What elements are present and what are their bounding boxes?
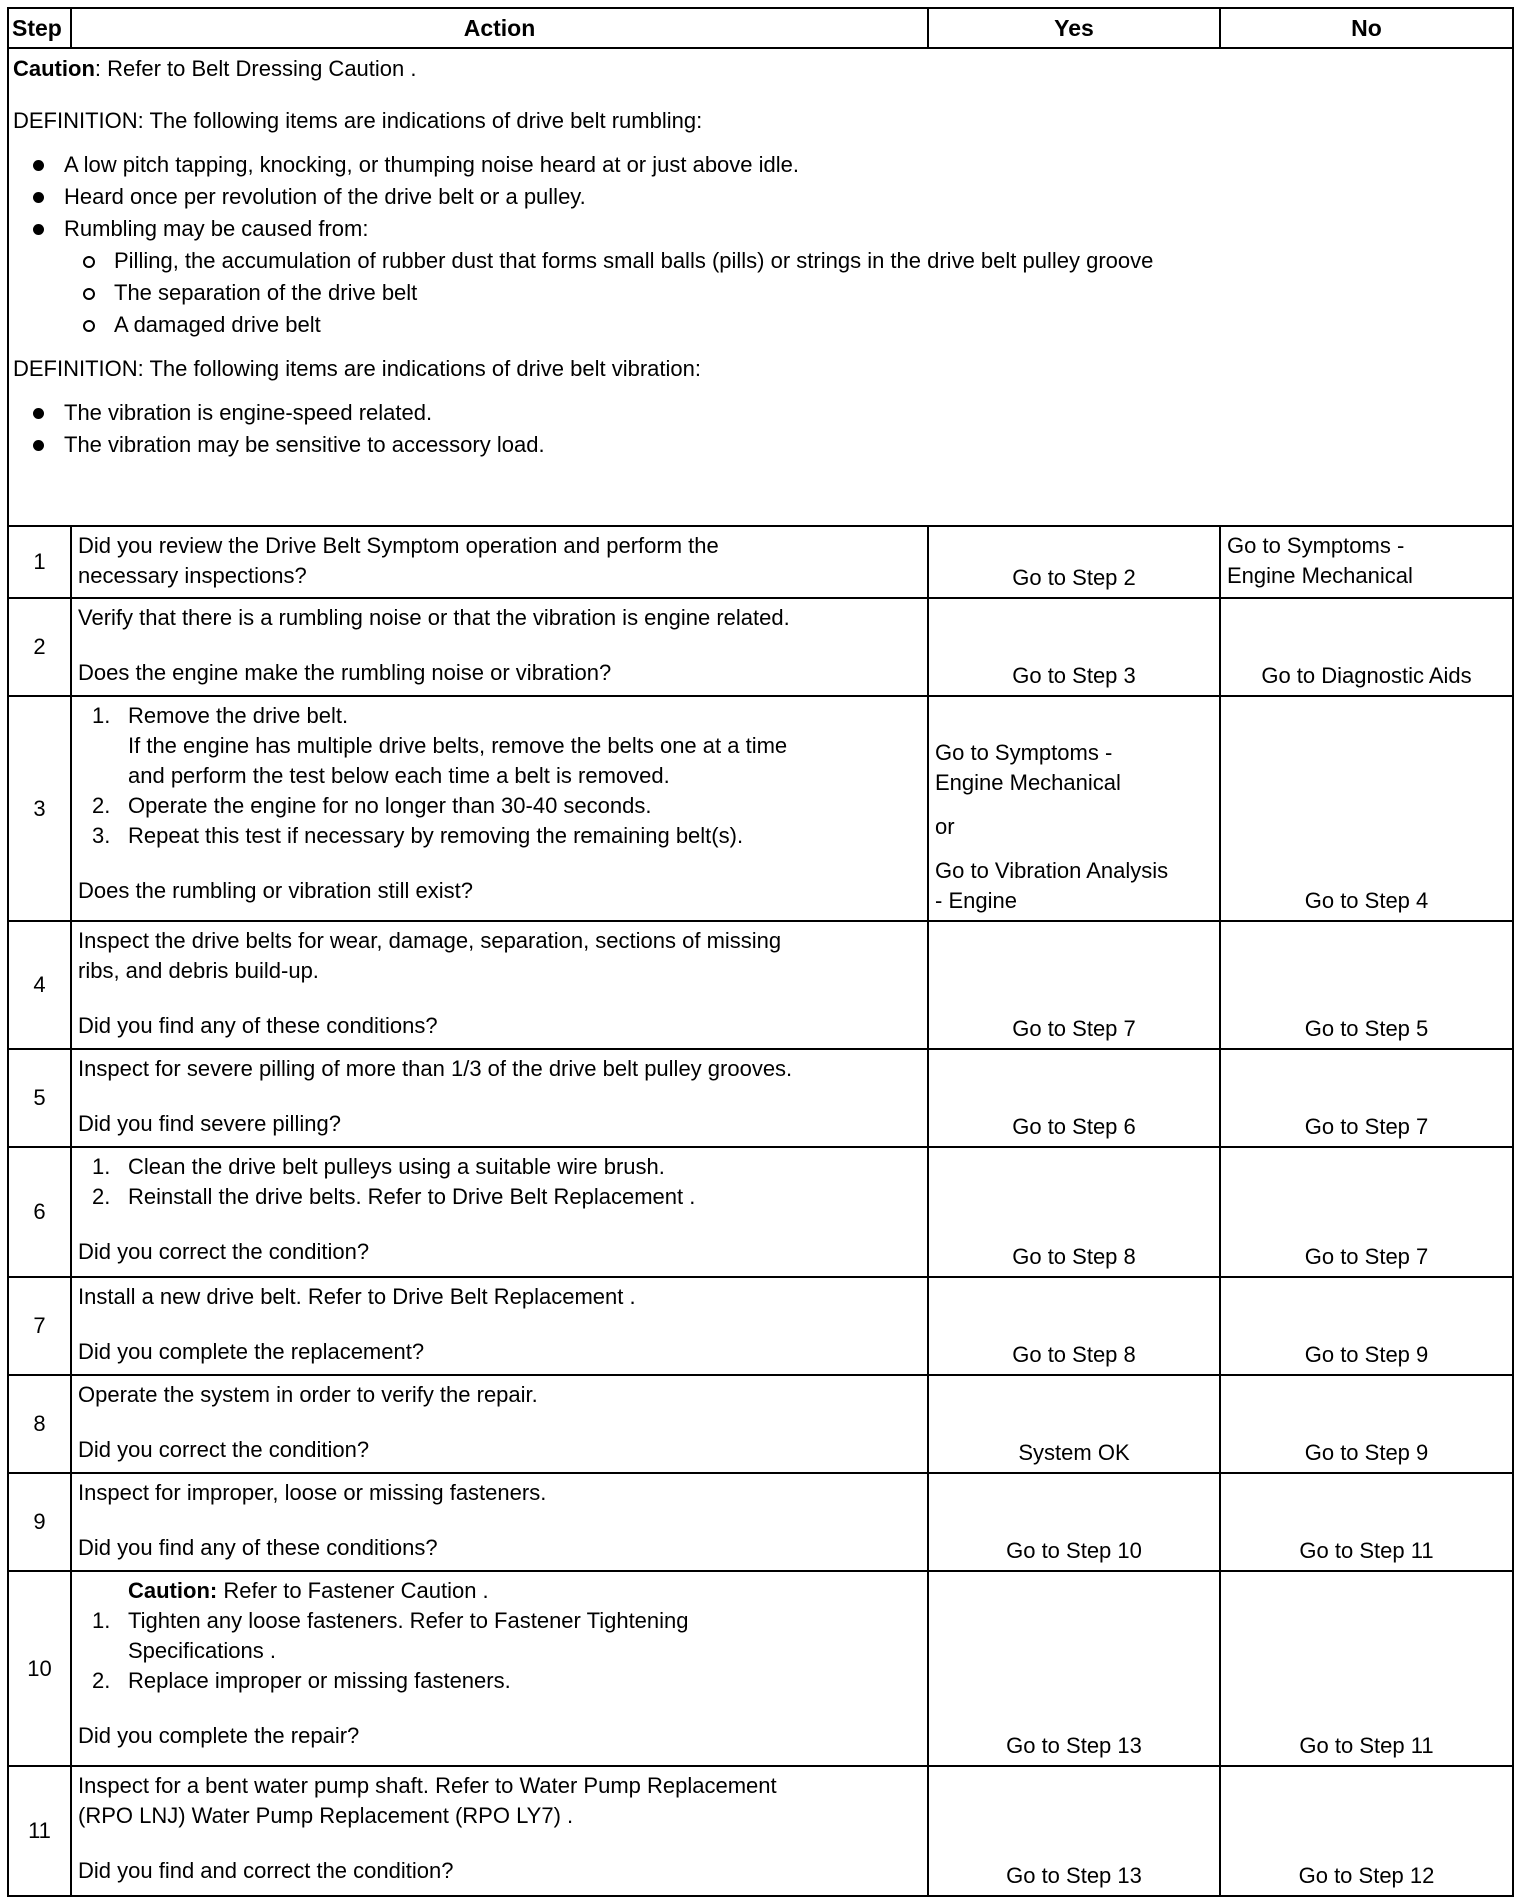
table-row: [8, 1049, 1513, 1147]
step-number: 2: [8, 598, 71, 696]
table-row: [8, 1277, 1513, 1375]
list-item: Pilling, the accumulation of rubber dust that forms small balls (pills) or strings in the drive belt pulley groove: [13, 245, 1508, 277]
no-cell: Go to Step 11: [1220, 1473, 1513, 1571]
list-item: The vibration may be sensitive to accessory load.: [13, 429, 1508, 461]
no-cell: Go to Step 11: [1220, 1571, 1513, 1766]
no-cell: Go to Step 7: [1220, 1049, 1513, 1147]
step-number: 5: [8, 1049, 71, 1147]
caution-label: Caution: [13, 56, 95, 81]
yes-cell: Go to Step 3: [928, 598, 1220, 696]
yes-cell: Go to Step 6: [928, 1049, 1220, 1147]
action-cell: Inspect the drive belts for wear, damage, separation, sections of missing ribs, and debris build-up. Did you find any of these conditions?: [71, 921, 928, 1049]
header-action: Action: [71, 8, 928, 48]
no-cell: Go to Step 9: [1220, 1277, 1513, 1375]
header-yes: Yes: [928, 8, 1220, 48]
action-cell: Inspect for improper, loose or missing fasteners. Did you find any of these conditions?: [71, 1473, 928, 1571]
circle-bullet-icon: [83, 288, 95, 300]
list-item: A damaged drive belt: [13, 309, 1508, 341]
diagnostic-table: [7, 7, 1514, 1897]
table-row: [8, 526, 1513, 598]
causes-list: [13, 245, 1508, 341]
list-item: A low pitch tapping, knocking, or thumping noise heard at or just above idle.: [13, 149, 1508, 181]
step-number: 9: [8, 1473, 71, 1571]
circle-bullet-icon: [83, 320, 95, 332]
action-cell: Verify that there is a rumbling noise or that the vibration is engine related. Does the engine make the rumbling noise or vibration?: [71, 598, 928, 696]
definition-rumbling: DEFINITION: The following items are indications of drive belt rumbling:: [13, 108, 703, 133]
action-cell: Inspect for severe pilling of more than 1/3 of the drive belt pulley grooves. Did you find severe pilling?: [71, 1049, 928, 1147]
no-cell: Go to Step 4: [1220, 696, 1513, 921]
yes-cell: Go to Step 2: [928, 526, 1220, 598]
intro-row: [8, 48, 1513, 526]
header-no: No: [1220, 8, 1513, 48]
table-row: [8, 1473, 1513, 1571]
action-cell: Install a new drive belt. Refer to Drive Belt Replacement . Did you complete the replacement?: [71, 1277, 928, 1375]
no-cell: Go to Step 7: [1220, 1147, 1513, 1277]
intro-cell: [8, 48, 1513, 526]
step-number: 11: [8, 1766, 71, 1896]
table-row: [8, 1375, 1513, 1473]
step-number: 8: [8, 1375, 71, 1473]
action-cell: Inspect for a bent water pump shaft. Refer to Water Pump Replacement (RPO LNJ) Water Pump Replacement (RPO LY7) . Did you find and correct the condition?: [71, 1766, 928, 1896]
header-step: Step: [8, 8, 71, 48]
step-number: 10: [8, 1571, 71, 1766]
step-number: 7: [8, 1277, 71, 1375]
action-cell: 1. Remove the drive belt. If the engine has multiple drive belts, remove the belts one at a time and perform the test below each time a belt is removed. 2. Operate the engine for no longer than 30-40 seconds. 3. Repeat this test if necessary by removing the remaining belt(s). Does the rumbling or vibration still exist?: [71, 696, 928, 921]
vibration-list: [13, 397, 1508, 461]
caution-line: [13, 55, 1508, 83]
table-row: [8, 1766, 1513, 1896]
list-item: The vibration is engine-speed related.: [13, 397, 1508, 429]
step-number: 1: [8, 526, 71, 598]
bullet-icon: [33, 408, 44, 419]
bullet-icon: [33, 160, 44, 171]
bullet-icon: [33, 224, 44, 235]
step-number: 3: [8, 696, 71, 921]
action-cell: Did you review the Drive Belt Symptom operation and perform the necessary inspections?: [71, 526, 928, 598]
definition-vibration: DEFINITION: The following items are indications of drive belt vibration:: [13, 356, 701, 381]
yes-cell: Go to Step 7: [928, 921, 1220, 1049]
list-item: The separation of the drive belt: [13, 277, 1508, 309]
yes-cell: Go to Step 10: [928, 1473, 1220, 1571]
caution-text: : Refer to Belt Dressing Caution .: [94, 56, 417, 81]
yes-cell: Go to Step 8: [928, 1277, 1220, 1375]
action-cell: Caution: Refer to Fastener Caution . 1. Tighten any loose fasteners. Refer to Fastener Tightening Specifications . 2. Replace improper or missing fasteners. Did you complete the repair?: [71, 1571, 928, 1766]
list-item: Heard once per revolution of the drive belt or a pulley.: [13, 181, 1508, 213]
table-row: [8, 696, 1513, 921]
step-number: 4: [8, 921, 71, 1049]
yes-cell: Go to Step 13: [928, 1766, 1220, 1896]
no-cell: Go to Step 5: [1220, 921, 1513, 1049]
circle-bullet-icon: [83, 256, 95, 268]
list-item: Rumbling may be caused from:: [13, 213, 1508, 245]
no-cell: Go to Step 9: [1220, 1375, 1513, 1473]
yes-cell: Go to Step 13: [928, 1571, 1220, 1766]
yes-cell: Go to Step 8: [928, 1147, 1220, 1277]
no-cell: Go to Diagnostic Aids: [1220, 598, 1513, 696]
yes-cell: Go to Symptoms - Engine Mechanical or Go to Vibration Analysis - Engine: [928, 696, 1220, 921]
header-row: [8, 8, 1513, 48]
action-cell: Operate the system in order to verify the repair. Did you correct the condition?: [71, 1375, 928, 1473]
bullet-icon: [33, 440, 44, 451]
table-row: [8, 1147, 1513, 1277]
step-number: 6: [8, 1147, 71, 1277]
table-row: [8, 921, 1513, 1049]
table-row: [8, 1571, 1513, 1766]
action-cell: 1. Clean the drive belt pulleys using a suitable wire brush. 2. Reinstall the drive belts. Refer to Drive Belt Replacement . Did you correct the condition?: [71, 1147, 928, 1277]
table-row: [8, 598, 1513, 696]
bullet-icon: [33, 192, 44, 203]
rumbling-list: [13, 149, 1508, 245]
no-cell: Go to Step 12: [1220, 1766, 1513, 1896]
no-cell: Go to Symptoms - Engine Mechanical: [1220, 526, 1513, 598]
caution-label: Caution:: [128, 1578, 218, 1603]
yes-cell: System OK: [928, 1375, 1220, 1473]
